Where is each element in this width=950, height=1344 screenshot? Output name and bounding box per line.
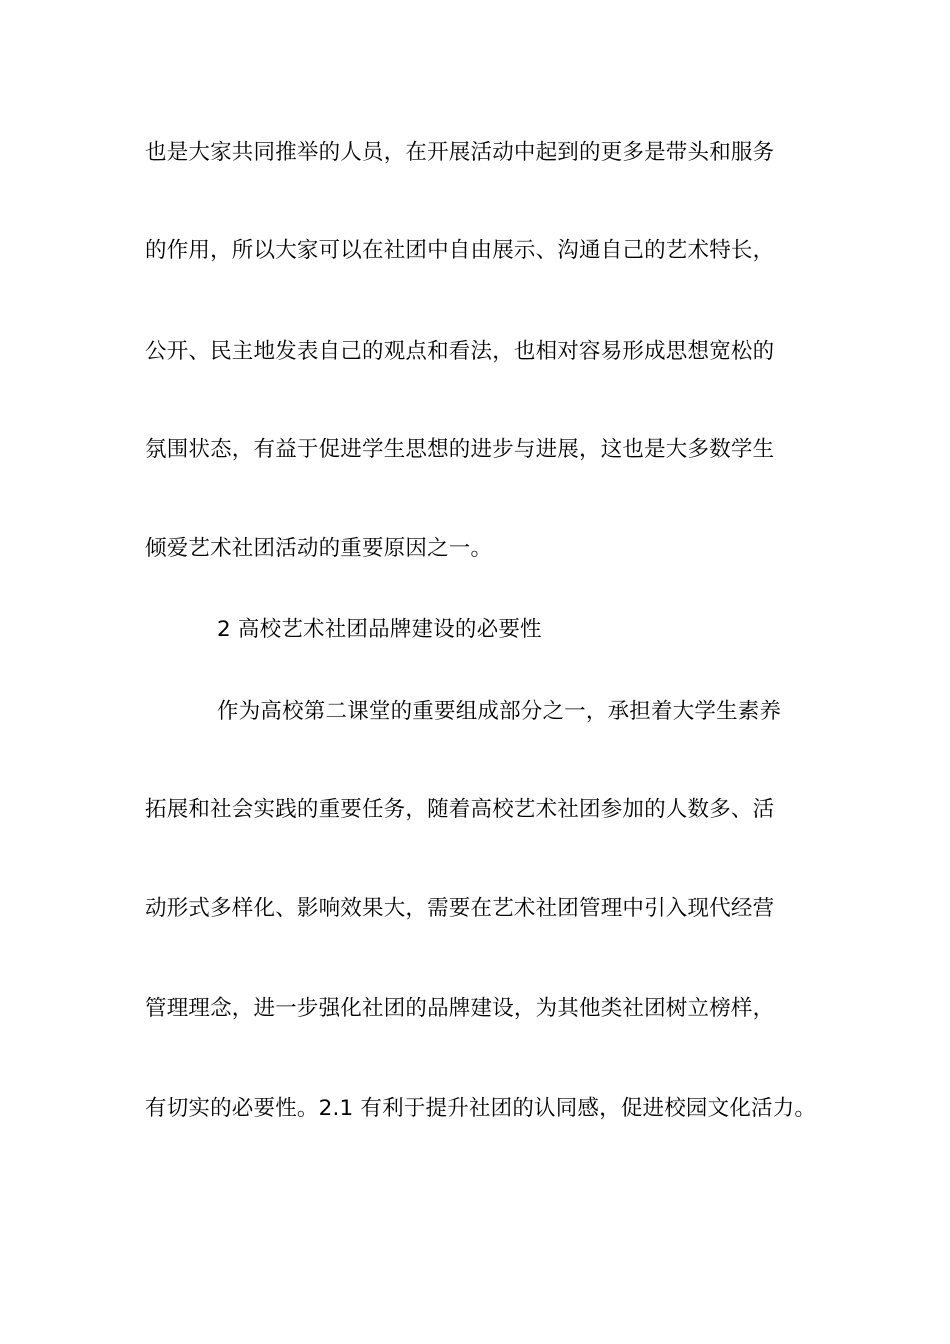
paragraph-line: 有切实的必要性。2.1 有利于提升社团的认同感，促进校园文化活力。	[145, 1096, 817, 1121]
paragraph-line: 拓展和社会实践的重要任务，随着高校艺术社团参加的人数多、活	[145, 797, 775, 822]
paragraph-line: 也是大家共同推举的人员，在开展活动中起到的更多是带头和服务	[145, 140, 775, 165]
paragraph-line: 管理理念，进一步强化社团的品牌建设，为其他类社团树立榜样，	[145, 996, 775, 1021]
paragraph-line: 氛围状态，有益于促进学生思想的进步与进展，这也是大多数学生	[145, 437, 775, 462]
paragraph-line: 作为高校第二课堂的重要组成部分之一，承担着大学生素养	[217, 699, 782, 724]
paragraph-line: 公开、民主地发表自己的观点和看法，也相对容易形成思想宽松的	[145, 339, 775, 364]
paragraph-line: 的作用，所以大家可以在社团中自由展示、沟通自己的艺术特长，	[145, 238, 775, 263]
paragraph-line: 动形式多样化、影响效果大，需要在艺术社团管理中引入现代经营	[145, 896, 775, 921]
section-heading: 2 高校艺术社团品牌建设的必要性	[217, 617, 542, 642]
paragraph-line: 倾爱艺术社团活动的重要原因之一。	[145, 536, 493, 561]
